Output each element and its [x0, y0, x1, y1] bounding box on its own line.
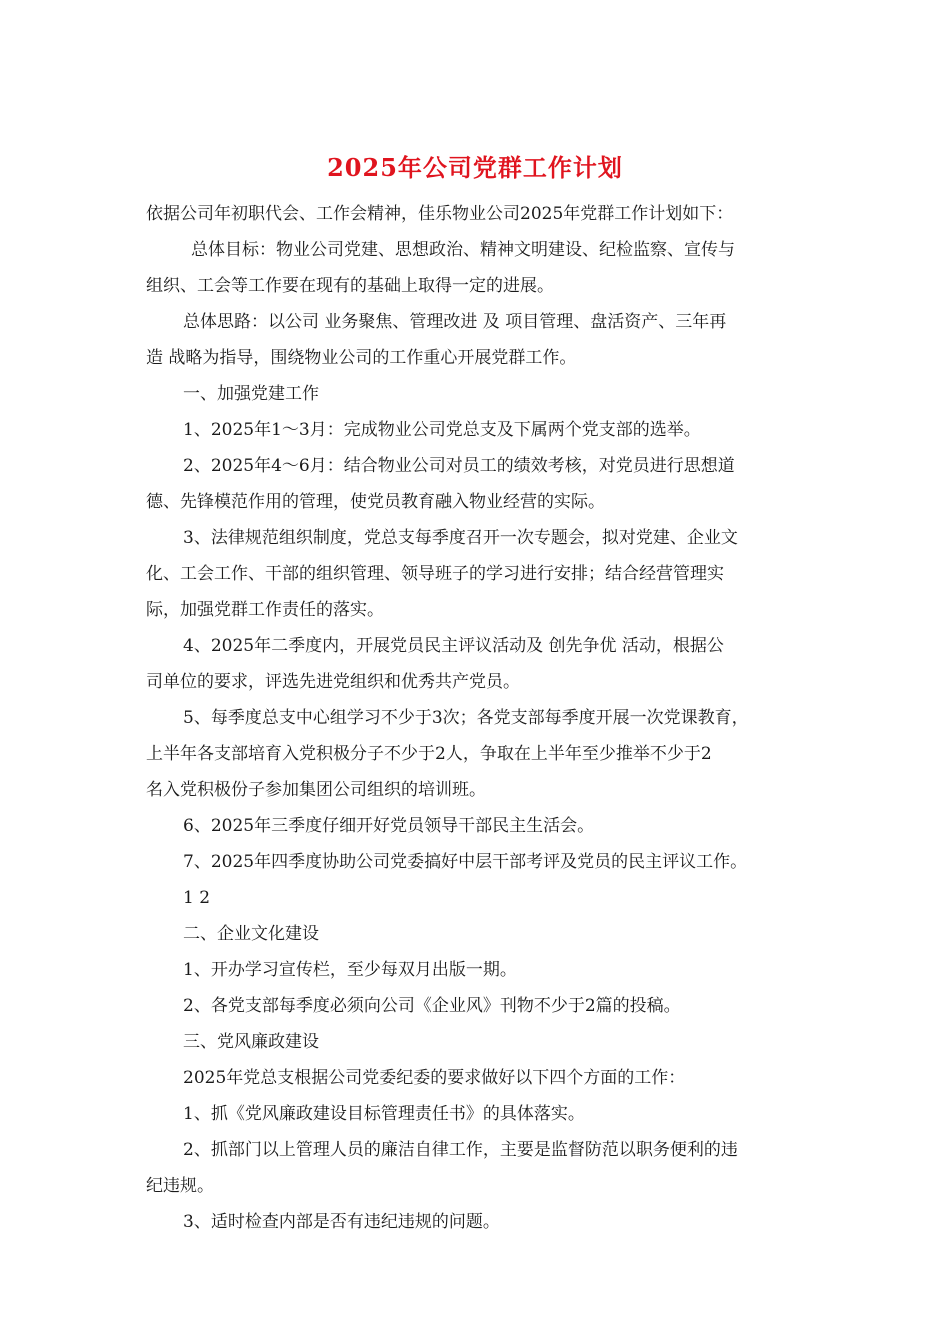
list-item: 3、法律规范组织制度，党总支每季度召开一次专题会，拟对党建、企业文: [183, 528, 738, 548]
list-item: 2、各党支部每季度必须向公司《企业风》刊物不少于2篇的投稿。: [183, 996, 681, 1016]
list-item: 3、适时检查内部是否有违纪违规的问题。: [183, 1212, 500, 1232]
list-item: 2、2025年4～6月：结合物业公司对员工的绩效考核，对党员进行思想道: [183, 456, 735, 476]
paragraph-line: 总体思路：以公司 业务聚焦、管理改进 及 项目管理、盘活资产、三年再: [183, 312, 727, 332]
paragraph-line: 司单位的要求，评选先进党组织和优秀共产党员。: [146, 672, 520, 692]
paragraph-line: 2025年党总支根据公司党委纪委的要求做好以下四个方面的工作：: [183, 1068, 686, 1088]
list-item: 5、每季度总支中心组学习不少于3次；各党支部每季度开展一次党课教育，: [183, 708, 749, 728]
paragraph-line: 纪违规。: [146, 1176, 214, 1196]
document-title: 2025年公司党群工作计划: [327, 153, 623, 182]
paragraph-line: 组织、工会等工作要在现有的基础上取得一定的进展。: [146, 276, 554, 296]
section-heading: 三、党风廉政建设: [183, 1032, 319, 1052]
paragraph-line: 造 战略为指导，围绕物业公司的工作重心开展党群工作。: [146, 348, 577, 368]
paragraph-line: 上半年各支部培育入党积极分子不少于2人，争取在上半年至少推举不少于2: [146, 744, 712, 764]
section-heading: 一、加强党建工作: [183, 384, 319, 404]
document-body: [146, 196, 810, 1240]
list-item: 2、抓部门以上管理人员的廉洁自律工作，主要是监督防范以职务便利的违: [183, 1140, 738, 1160]
paragraph-line: 化、工会工作、干部的组织管理、领导班子的学习进行安排；结合经营管理实: [146, 564, 724, 584]
paragraph-line: 依据公司年初职代会、工作会精神，佳乐物业公司2025年党群工作计划如下：: [146, 204, 734, 224]
section-heading: 二、企业文化建设: [183, 924, 319, 944]
list-item: 4、2025年二季度内，开展党员民主评议活动及 创先争优 活动，根据公: [183, 636, 724, 656]
paragraph-line: 总体目标：物业公司党建、思想政治、精神文明建设、纪检监察、宣传与: [191, 240, 735, 260]
list-item: 6、2025年三季度仔细开好党员领导干部民主生活会。: [183, 816, 595, 836]
list-item: 1、抓《党风廉政建设目标管理责任书》的具体落实。: [183, 1104, 585, 1124]
paragraph-line: 际，加强党群工作责任的落实。: [146, 600, 384, 620]
page-marker: 1 2: [183, 888, 211, 908]
list-item: 1、开办学习宣传栏，至少每双月出版一期。: [183, 960, 517, 980]
paragraph-line: 名入党积极份子参加集团公司组织的培训班。: [146, 780, 486, 800]
list-item: 7、2025年四季度协助公司党委搞好中层干部考评及党员的民主评议工作。: [183, 852, 748, 872]
list-item: 1、2025年1～3月：完成物业公司党总支及下属两个党支部的选举。: [183, 420, 701, 440]
paragraph-line: 德、先锋模范作用的管理，使党员教育融入物业经营的实际。: [146, 492, 605, 512]
